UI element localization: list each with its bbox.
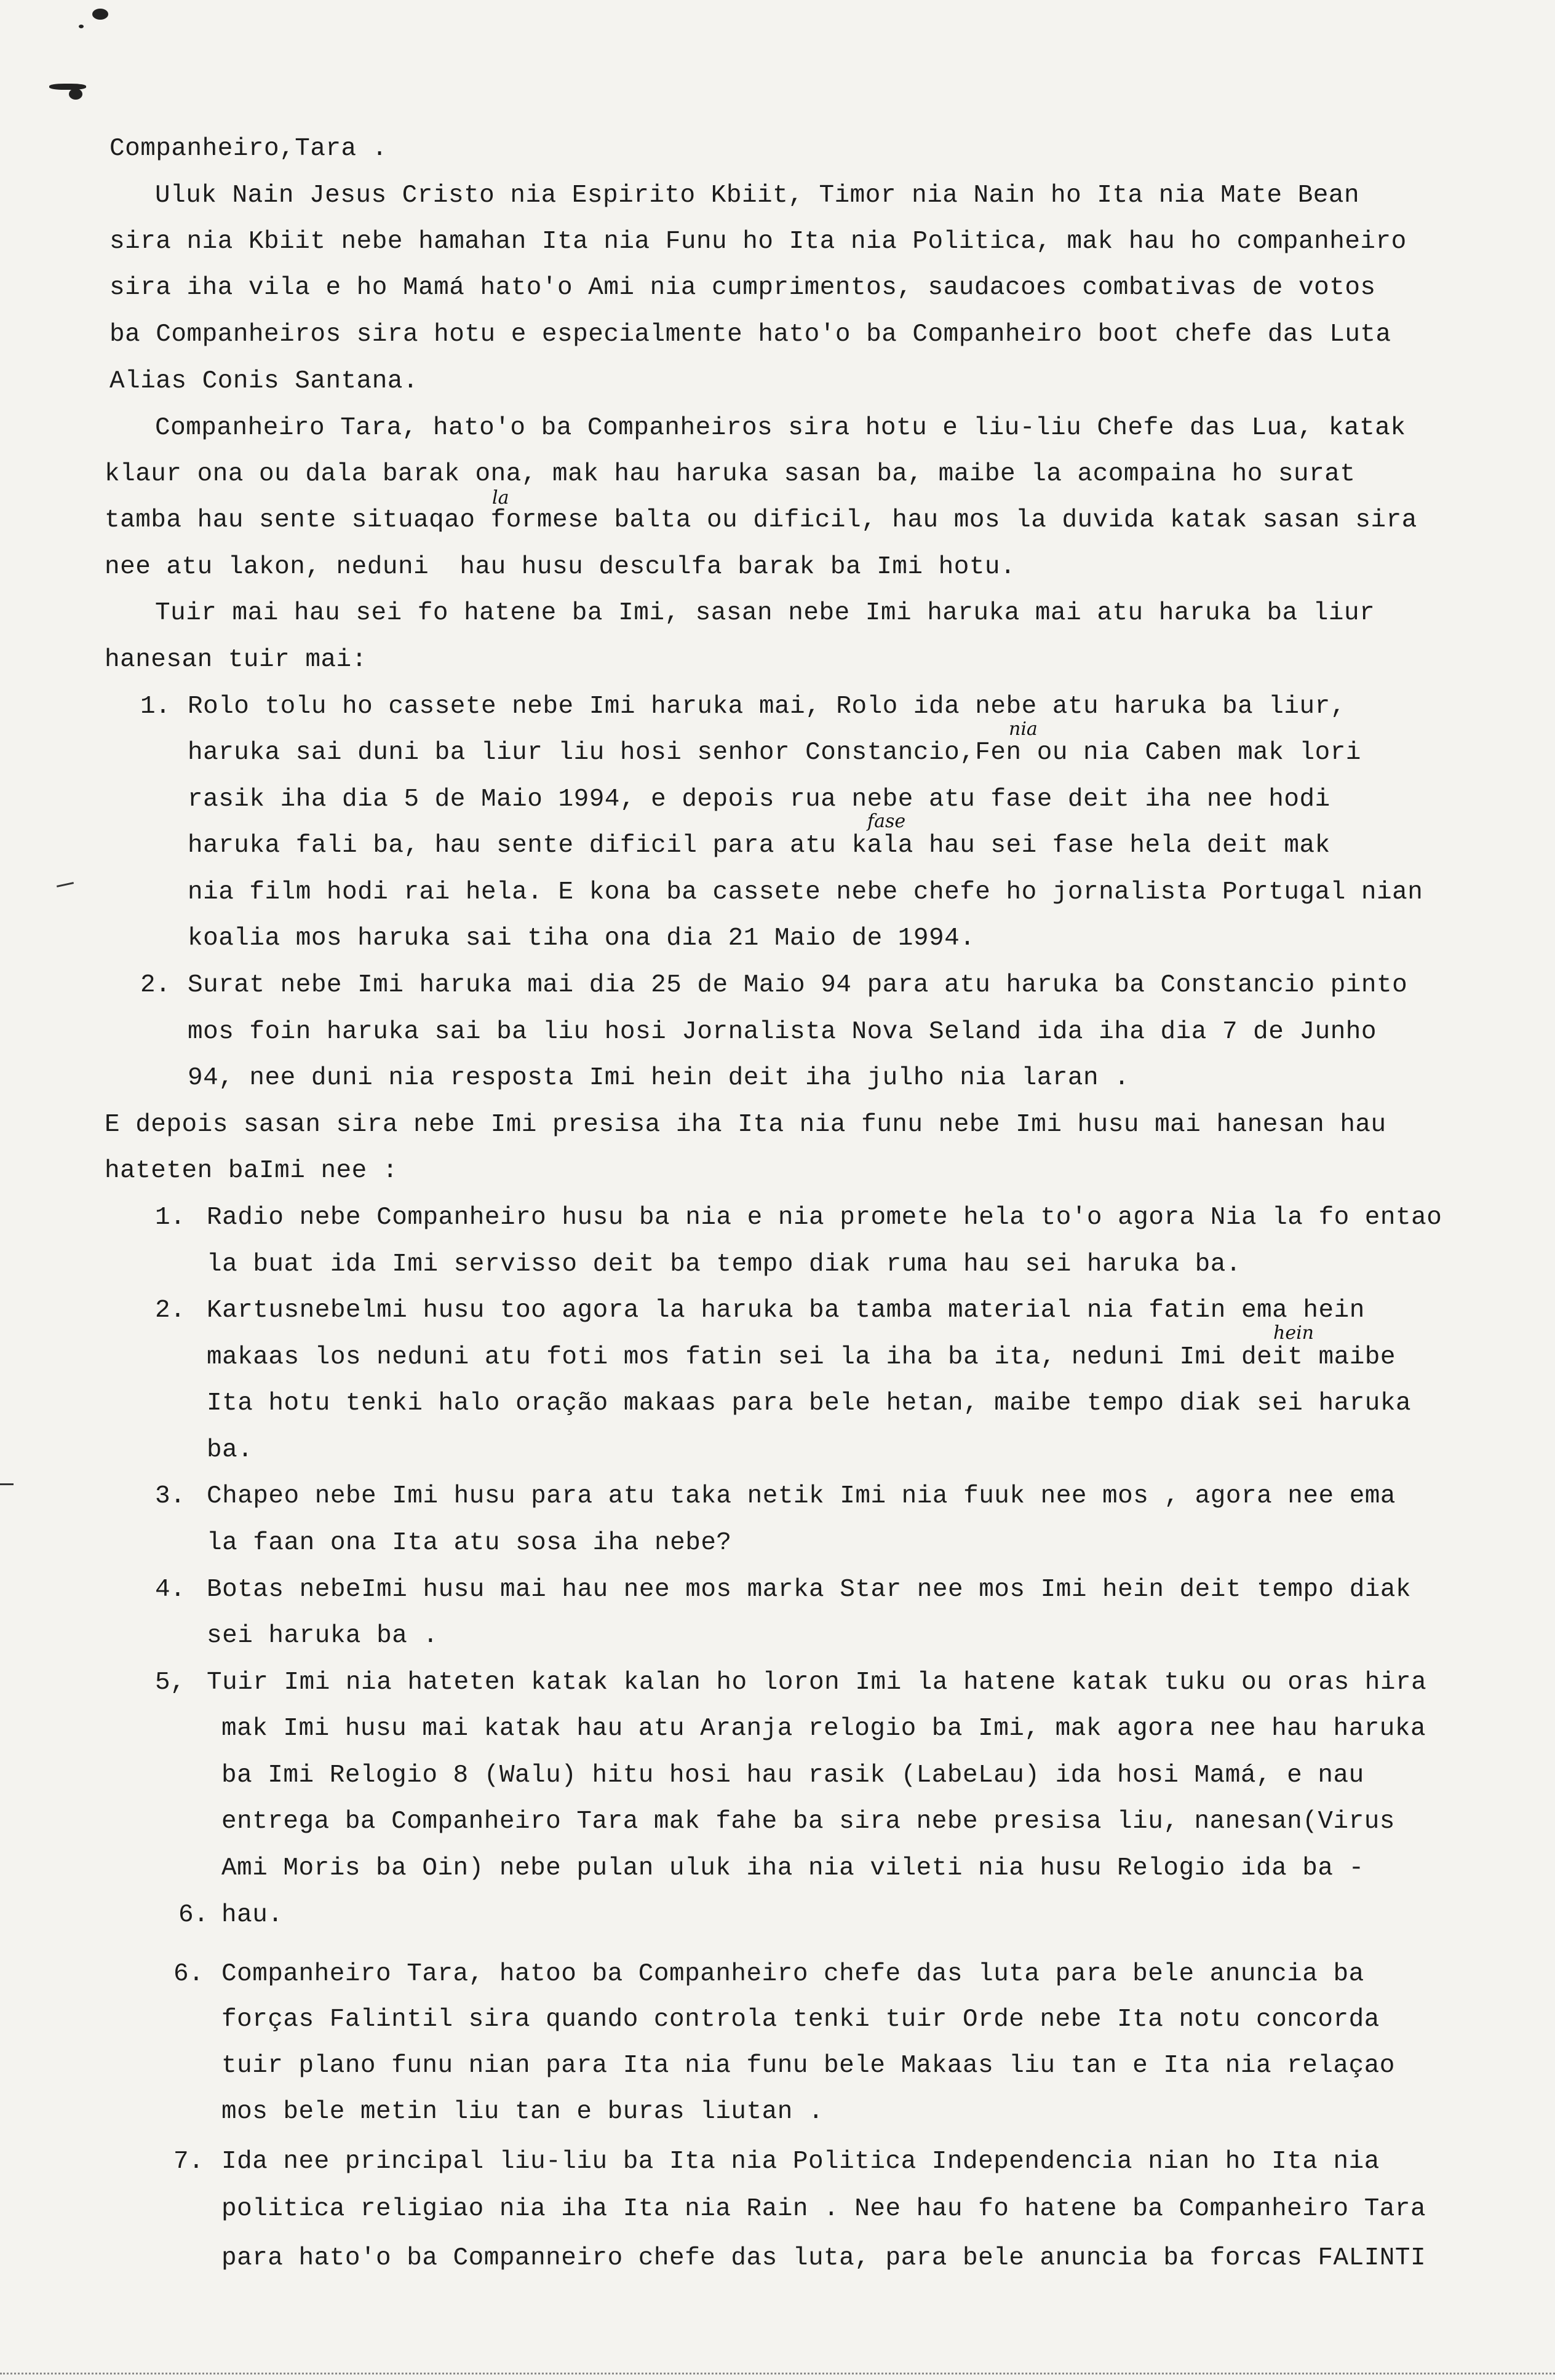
list-number: 5,	[155, 1668, 186, 1697]
list-number: 6.	[173, 1960, 204, 1988]
handwritten-annotation: nia	[1009, 718, 1038, 740]
list-item-line: mos bele metin liu tan e buras liutan .	[221, 2098, 824, 2126]
list-item-line: ba Imi Relogio 8 (Walu) hitu hosi hau rasik (LabeLau) ida hosi Mamá, e nau	[221, 1761, 1364, 1790]
list-item-line: la faan ona Ita atu sosa iha nebe?	[207, 1529, 732, 1557]
scan-speck	[49, 84, 86, 90]
list-item-line: ba.	[207, 1436, 253, 1464]
list-item-line: haruka fali ba, hau sente dificil para atu kala hau sei fase hela deit mak	[188, 831, 1330, 860]
list-number: 7.	[173, 2148, 204, 2176]
list-item-line: sei haruka ba .	[207, 1622, 439, 1650]
list-item-line: Radio nebe Companheiro husu ba nia e nia promete hela to'o agora Nia la fo entao	[207, 1204, 1442, 1232]
paragraph-line: nee atu lakon, neduni hau husu desculfa barak ba Imi hotu.	[105, 553, 1016, 581]
list-item-line: Ita hotu tenki halo oração makaas para bele hetan, maibe tempo diak sei haruka	[207, 1389, 1412, 1418]
list-item-line: tuir plano funu nian para Ita nia funu bele Makaas liu tan e Ita nia relaçao	[221, 2052, 1395, 2080]
list-item-line: Ami Moris ba Oin) nebe pulan uluk iha nia vileti nia husu Relogio ida ba -	[221, 1854, 1364, 1882]
list-item-line: Botas nebeImi husu mai hau nee mos marka Star nee mos Imi hein deit tempo diak	[207, 1576, 1412, 1604]
list-item-line: Companheiro Tara, hatoo ba Companheiro chefe das luta para bele anuncia ba	[221, 1960, 1364, 1988]
list-item-line: entrega ba Companheiro Tara mak fahe ba sira nebe presisa liu, nanesan(Virus	[221, 1807, 1395, 1836]
list-item-line: Chapeo nebe Imi husu para atu taka netik Imi nia fuuk nee mos , agora nee ema	[207, 1482, 1396, 1510]
paragraph-line: Tuir mai hau sei fo hatene ba Imi, sasan nebe Imi haruka mai atu haruka ba liur	[155, 599, 1375, 627]
list-item-line: rasik iha dia 5 de Maio 1994, e depois rua nebe atu fase deit iha nee hodi	[188, 785, 1330, 814]
salutation: Companheiro,Tara .	[109, 135, 388, 163]
list-item-line: la buat ida Imi servisso deit ba tempo diak ruma hau sei haruka ba.	[207, 1250, 1241, 1279]
paragraph-line: tamba hau sente situaqao formese balta ou dificil, hau mos la duvida katak sasan sira	[105, 506, 1417, 534]
list-number: 1.	[155, 1204, 186, 1232]
margin-mark	[57, 882, 74, 887]
paragraph-line: E depois sasan sira nebe Imi presisa iha Ita nia funu nebe Imi husu mai hanesan hau	[105, 1111, 1386, 1139]
list-item-line: Kartusnebelmi husu too agora la haruka ba tamba material nia fatin ema hein	[207, 1296, 1365, 1325]
paragraph-line: klaur ona ou dala barak ona, mak hau haruka sasan ba, maibe la acompaina ho surat	[105, 460, 1356, 488]
margin-mark	[0, 1483, 14, 1485]
list-item-line: haruka sai duni ba liur liu hosi senhor Constancio,Fen ou nia Caben mak lori	[188, 739, 1361, 767]
list-item-line: nia film hodi rai hela. E kona ba cassete nebe chefe ho jornalista Portugal nian	[188, 878, 1423, 906]
list-number: 1.	[140, 692, 171, 721]
scan-speck	[69, 89, 82, 100]
list-number: 2.	[155, 1296, 186, 1325]
scan-speck	[92, 9, 108, 20]
paragraph-line: hanesan tuir mai:	[105, 646, 367, 674]
handwritten-annotation: fase	[867, 811, 906, 832]
handwritten-annotation: hein	[1273, 1322, 1314, 1344]
list-number: 3.	[155, 1482, 186, 1510]
bottom-edge	[0, 2373, 1555, 2376]
list-item-line: Ida nee principal liu-liu ba Ita nia Politica Independencia nian ho Ita nia	[221, 2148, 1380, 2176]
paragraph-line: Alias Conis Santana.	[109, 367, 419, 395]
list-number: 2.	[140, 971, 171, 999]
list-item-line: 94, nee duni nia resposta Imi hein deit iha julho nia laran .	[188, 1064, 1130, 1092]
list-item-line: hau.	[221, 1901, 284, 1929]
list-item-line: Surat nebe Imi haruka mai dia 25 de Maio 94 para atu haruka ba Constancio pinto	[188, 971, 1408, 999]
list-item-line: Tuir Imi nia hateten katak kalan ho loron Imi la hatene katak tuku ou oras hira	[207, 1668, 1427, 1697]
list-item-line: makaas los neduni atu foti mos fatin sei la iha ba ita, neduni Imi deit maibe	[207, 1343, 1396, 1371]
handwritten-annotation: la	[492, 487, 509, 509]
paragraph-line: Companheiro Tara, hato'o ba Companheiros sira hotu e liu-liu Chefe das Lua, katak	[155, 414, 1406, 442]
paragraph-line: sira iha vila e ho Mamá hato'o Ami nia cumprimentos, saudacoes combativas de votos	[109, 274, 1376, 302]
list-item-line: para hato'o ba Companneiro chefe das luta, para bele anuncia ba forcas FALINTI	[221, 2244, 1426, 2272]
list-item-line: forças Falintil sira quando controla tenki tuir Orde nebe Ita notu concorda	[221, 2005, 1380, 2034]
scan-speck	[79, 25, 84, 28]
list-number: 6.	[178, 1901, 209, 1929]
paragraph-line: Uluk Nain Jesus Cristo nia Espirito Kbiit, Timor nia Nain ho Ita nia Mate Bean	[155, 181, 1360, 210]
list-item-line: koalia mos haruka sai tiha ona dia 21 Maio de 1994.	[188, 924, 976, 953]
list-number: 4.	[155, 1576, 186, 1604]
paragraph-line: sira nia Kbiit nebe hamahan Ita nia Funu ho Ita nia Politica, mak hau ho companheiro	[109, 228, 1407, 256]
list-item-line: politica religiao nia iha Ita nia Rain . Nee hau fo hatene ba Companheiro Tara	[221, 2195, 1426, 2223]
list-item-line: mos foin haruka sai ba liu hosi Jornalista Nova Seland ida iha dia 7 de Junho	[188, 1018, 1377, 1046]
list-item-line: Rolo tolu ho cassete nebe Imi haruka mai, Rolo ida nebe atu haruka ba liur,	[188, 692, 1346, 721]
paragraph-line: hateten baImi nee :	[105, 1157, 398, 1185]
list-item-line: mak Imi husu mai katak hau atu Aranja relogio ba Imi, mak agora nee hau haruka	[221, 1715, 1426, 1743]
paragraph-line: ba Companheiros sira hotu e especialmente hato'o ba Companheiro boot chefe das Luta	[109, 320, 1391, 349]
